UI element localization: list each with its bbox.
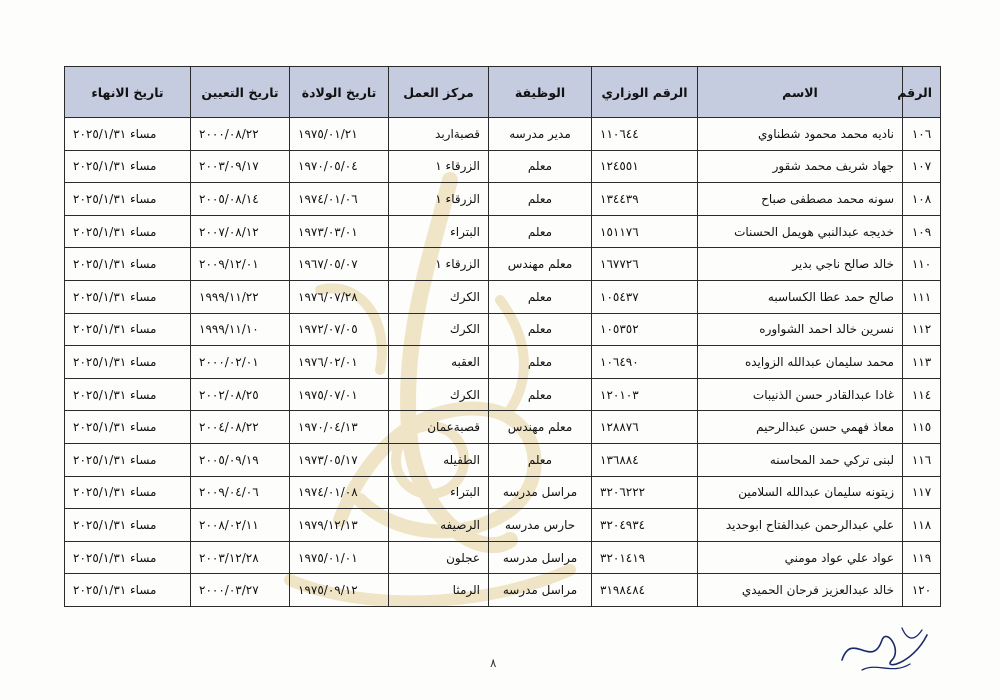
hire-date-cell: ٢٠٠٣/١٢/٢٨ xyxy=(191,541,290,574)
table-row xyxy=(65,118,941,151)
work-center-cell: الكرك xyxy=(389,313,489,346)
row-number-cell: ١١١ xyxy=(903,280,941,313)
row-number-cell: ١١٣ xyxy=(903,346,941,379)
hire-date-cell: ١٩٩٩/١١/٢٢ xyxy=(191,280,290,313)
table-row xyxy=(65,574,941,607)
employee-name-cell: ناديه محمد محمود شطناوي xyxy=(698,118,903,151)
end-date-cell: مساء ٢٠٢٥/١/٣١ xyxy=(65,443,191,476)
header-end-date: تاريخ الانهاء xyxy=(65,67,191,118)
ministry-number-cell: ٣٢٠٦٢٢٢ xyxy=(592,476,698,509)
row-number-cell: ١١٤ xyxy=(903,378,941,411)
employee-name-cell: خديجه عبدالنبي هويمل الحسنات xyxy=(698,215,903,248)
birth-date-cell: ١٩٧٥/٠١/٢١ xyxy=(290,118,389,151)
job-title-cell: مراسل مدرسه xyxy=(489,541,592,574)
header-number: الرقم xyxy=(903,67,941,118)
row-number-cell: ١٠٨ xyxy=(903,183,941,216)
work-center-cell: الرمثا xyxy=(389,574,489,607)
table-row xyxy=(65,280,941,313)
birth-date-cell: ١٩٧٤/٠١/٠٦ xyxy=(290,183,389,216)
end-date-cell: مساء ٢٠٢٥/١/٣١ xyxy=(65,411,191,444)
header-ministry-number: الرقم الوزاري xyxy=(592,67,698,118)
job-title-cell: معلم xyxy=(489,346,592,379)
work-center-cell: الكرك xyxy=(389,378,489,411)
hire-date-cell: ٢٠٠٣/٠٩/١٧ xyxy=(191,150,290,183)
work-center-cell: الرصيفه xyxy=(389,509,489,542)
ministry-number-cell: ١٦٧٧٢٦ xyxy=(592,248,698,281)
employee-name-cell: عواد علي عواد مومني xyxy=(698,541,903,574)
employee-name-cell: غادا عبدالقادر حسن الذنيبات xyxy=(698,378,903,411)
job-title-cell: معلم xyxy=(489,313,592,346)
employee-name-cell: خالد صالح ناجي بدير xyxy=(698,248,903,281)
hire-date-cell: ١٩٩٩/١١/١٠ xyxy=(191,313,290,346)
row-number-cell: ١١٦ xyxy=(903,443,941,476)
row-number-cell: ١١٧ xyxy=(903,476,941,509)
birth-date-cell: ١٩٧٦/٠٢/٠١ xyxy=(290,346,389,379)
table-row xyxy=(65,150,941,183)
header-hire-date: تاريخ التعيين xyxy=(191,67,290,118)
end-date-cell: مساء ٢٠٢٥/١/٣١ xyxy=(65,248,191,281)
hire-date-cell: ٢٠٠٥/٠٩/١٩ xyxy=(191,443,290,476)
table-row xyxy=(65,183,941,216)
ministry-number-cell: ١٥١١٧٦ xyxy=(592,215,698,248)
birth-date-cell: ١٩٧٩/١٢/١٣ xyxy=(290,509,389,542)
job-title-cell: معلم xyxy=(489,378,592,411)
job-title-cell: معلم xyxy=(489,183,592,216)
job-title-cell: مراسل مدرسه xyxy=(489,476,592,509)
hire-date-cell: ٢٠٠٤/٠٨/٢٢ xyxy=(191,411,290,444)
row-number-cell: ١١٥ xyxy=(903,411,941,444)
hire-date-cell: ٢٠٠٠/٠٣/٢٧ xyxy=(191,574,290,607)
employee-name-cell: نسرين خالد احمد الشواوره xyxy=(698,313,903,346)
ministry-number-cell: ١٢٤٥٥١ xyxy=(592,150,698,183)
table-row xyxy=(65,443,941,476)
job-title-cell: معلم مهندس xyxy=(489,248,592,281)
birth-date-cell: ١٩٧٣/٠٣/٠١ xyxy=(290,215,389,248)
row-number-cell: ١١٩ xyxy=(903,541,941,574)
ministry-number-cell: ١٠٥٤٣٧ xyxy=(592,280,698,313)
birth-date-cell: ١٩٧٣/٠٥/١٧ xyxy=(290,443,389,476)
job-title-cell: معلم xyxy=(489,280,592,313)
work-center-cell: عجلون xyxy=(389,541,489,574)
hire-date-cell: ٢٠٠٢/٠٨/٢٥ xyxy=(191,378,290,411)
employees-table xyxy=(64,66,941,607)
header-birth-date: تاريخ الولادة xyxy=(290,67,389,118)
end-date-cell: مساء ٢٠٢٥/١/٣١ xyxy=(65,313,191,346)
birth-date-cell: ١٩٧٦/٠٧/٢٨ xyxy=(290,280,389,313)
table-row xyxy=(65,378,941,411)
row-number-cell: ١٠٧ xyxy=(903,150,941,183)
employee-name-cell: سونه محمد مصطفى صباح xyxy=(698,183,903,216)
table-row xyxy=(65,476,941,509)
work-center-cell: الزرقاء ١ xyxy=(389,183,489,216)
end-date-cell: مساء ٢٠٢٥/١/٣١ xyxy=(65,378,191,411)
table-row xyxy=(65,313,941,346)
end-date-cell: مساء ٢٠٢٥/١/٣١ xyxy=(65,118,191,151)
header-job: الوظيفة xyxy=(489,67,592,118)
work-center-cell: قصبةعمان xyxy=(389,411,489,444)
table-row xyxy=(65,248,941,281)
birth-date-cell: ١٩٧٠/٠٤/١٣ xyxy=(290,411,389,444)
hire-date-cell: ٢٠٠٩/٠٤/٠٦ xyxy=(191,476,290,509)
hire-date-cell: ٢٠٠٩/١٢/٠١ xyxy=(191,248,290,281)
birth-date-cell: ١٩٧٠/٠٥/٠٤ xyxy=(290,150,389,183)
row-number-cell: ١٠٩ xyxy=(903,215,941,248)
hire-date-cell: ٢٠٠٠/٠٢/٠١ xyxy=(191,346,290,379)
work-center-cell: العقبه xyxy=(389,346,489,379)
ministry-number-cell: ٣٢٠٤٩٣٤ xyxy=(592,509,698,542)
signature-scribble xyxy=(832,620,932,678)
birth-date-cell: ١٩٧٤/٠١/٠٨ xyxy=(290,476,389,509)
hire-date-cell: ٢٠٠٥/٠٨/١٤ xyxy=(191,183,290,216)
employee-name-cell: زيتونه سليمان عبدالله السلامين xyxy=(698,476,903,509)
end-date-cell: مساء ٢٠٢٥/١/٣١ xyxy=(65,183,191,216)
table-row xyxy=(65,509,941,542)
end-date-cell: مساء ٢٠٢٥/١/٣١ xyxy=(65,476,191,509)
work-center-cell: قصبةاربد xyxy=(389,118,489,151)
birth-date-cell: ١٩٦٧/٠٥/٠٧ xyxy=(290,248,389,281)
birth-date-cell: ١٩٧٢/٠٧/٠٥ xyxy=(290,313,389,346)
header-work-center: مركز العمل xyxy=(389,67,489,118)
work-center-cell: الطفيله xyxy=(389,443,489,476)
birth-date-cell: ١٩٧٥/٠٧/٠١ xyxy=(290,378,389,411)
birth-date-cell: ١٩٧٥/٠٩/١٢ xyxy=(290,574,389,607)
ministry-number-cell: ١٠٥٣٥٢ xyxy=(592,313,698,346)
ministry-number-cell: ١١٠٦٤٤ xyxy=(592,118,698,151)
job-title-cell: معلم xyxy=(489,443,592,476)
page-number: ٨ xyxy=(490,656,497,670)
row-number-cell: ١٠٦ xyxy=(903,118,941,151)
ministry-number-cell: ٣٢٠١٤١٩ xyxy=(592,541,698,574)
employee-name-cell: جهاد شريف محمد شقور xyxy=(698,150,903,183)
table-row xyxy=(65,541,941,574)
employee-name-cell: علي عبدالرحمن عبدالفتاح ابوحديد xyxy=(698,509,903,542)
ministry-number-cell: ١٠٦٤٩٠ xyxy=(592,346,698,379)
table-row xyxy=(65,411,941,444)
end-date-cell: مساء ٢٠٢٥/١/٣١ xyxy=(65,215,191,248)
birth-date-cell: ١٩٧٥/٠١/٠١ xyxy=(290,541,389,574)
job-title-cell: معلم xyxy=(489,215,592,248)
row-number-cell: ١١٢ xyxy=(903,313,941,346)
employee-name-cell: محمد سليمان عبدالله الزوايده xyxy=(698,346,903,379)
table-row xyxy=(65,215,941,248)
job-title-cell: معلم xyxy=(489,150,592,183)
job-title-cell: معلم مهندس xyxy=(489,411,592,444)
end-date-cell: مساء ٢٠٢٥/١/٣١ xyxy=(65,509,191,542)
employee-name-cell: صالح حمد عطا الكساسبه xyxy=(698,280,903,313)
work-center-cell: الكرك xyxy=(389,280,489,313)
employee-name-cell: لبنى تركي حمد المحاسنه xyxy=(698,443,903,476)
end-date-cell: مساء ٢٠٢٥/١/٣١ xyxy=(65,541,191,574)
row-number-cell: ١١٨ xyxy=(903,509,941,542)
work-center-cell: البتراء xyxy=(389,476,489,509)
ministry-number-cell: ١٢٠١٠٣ xyxy=(592,378,698,411)
ministry-number-cell: ١٢٨٨٧٦ xyxy=(592,411,698,444)
end-date-cell: مساء ٢٠٢٥/١/٣١ xyxy=(65,150,191,183)
hire-date-cell: ٢٠٠٧/٠٨/١٢ xyxy=(191,215,290,248)
row-number-cell: ١١٠ xyxy=(903,248,941,281)
table-row xyxy=(65,346,941,379)
ministry-number-cell: ١٣٦٨٨٤ xyxy=(592,443,698,476)
row-number-cell: ١٢٠ xyxy=(903,574,941,607)
work-center-cell: الزرقاء ١ xyxy=(389,248,489,281)
ministry-number-cell: ٣١٩٨٤٨٤ xyxy=(592,574,698,607)
end-date-cell: مساء ٢٠٢٥/١/٣١ xyxy=(65,346,191,379)
header-name: الاسم xyxy=(698,67,903,118)
work-center-cell: الزرقاء ١ xyxy=(389,150,489,183)
work-center-cell: البتراء xyxy=(389,215,489,248)
employee-name-cell: معاذ فهمي حسن عبدالرحيم xyxy=(698,411,903,444)
job-title-cell: مراسل مدرسه xyxy=(489,574,592,607)
end-date-cell: مساء ٢٠٢٥/١/٣١ xyxy=(65,280,191,313)
job-title-cell: حارس مدرسه xyxy=(489,509,592,542)
hire-date-cell: ٢٠٠٠/٠٨/٢٢ xyxy=(191,118,290,151)
hire-date-cell: ٢٠٠٨/٠٢/١١ xyxy=(191,509,290,542)
ministry-number-cell: ١٣٤٤٣٩ xyxy=(592,183,698,216)
table-header-row xyxy=(65,67,941,118)
end-date-cell: مساء ٢٠٢٥/١/٣١ xyxy=(65,574,191,607)
employee-name-cell: خالد عبدالعزيز فرحان الحميدي xyxy=(698,574,903,607)
job-title-cell: مدير مدرسه xyxy=(489,118,592,151)
